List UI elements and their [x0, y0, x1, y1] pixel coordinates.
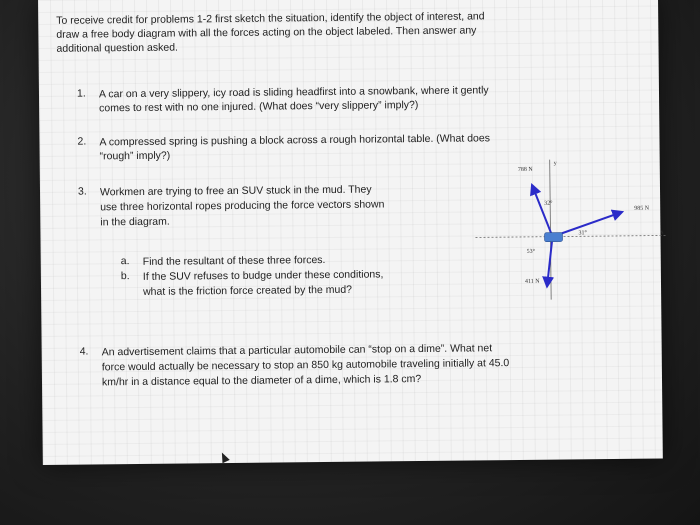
force-label-top: 788 N	[517, 166, 533, 173]
intro-line-1: To receive credit for problems 1-2 first sketch the situation, identify the object of interest, and	[56, 10, 485, 27]
intro-line-2: draw a free body diagram with all the forces acting on the object labeled. Then answer any	[56, 24, 477, 41]
question-4-line-2: force would actually be necessary to stop an 850 kg automobile traveling initially at 45.0	[101, 357, 510, 374]
y-axis-label: y	[553, 160, 557, 167]
question-2-number: 2.	[77, 135, 87, 148]
slide-page	[38, 0, 663, 465]
intro-line-3: additional question asked.	[56, 41, 178, 55]
suv-icon	[544, 233, 562, 242]
subquestion-a-line-1: Find the resultant of these three forces.	[142, 254, 326, 268]
angle-label-right: 31°	[578, 230, 587, 237]
angle-label-bottom: 53°	[526, 248, 536, 255]
force-vector-diagram	[470, 153, 672, 305]
question-1-line-2: comes to rest with no one injured. (What does “very slippery” imply?)	[99, 99, 419, 115]
question-4-line-3: km/hr in a distance equal to the diameter of a dime, which is 1.8 cm?	[101, 373, 422, 389]
subquestion-b-label: b.	[120, 270, 130, 283]
x-axis	[476, 235, 666, 237]
question-4-number: 4.	[79, 345, 89, 358]
subquestion-a-label: a.	[120, 255, 130, 268]
force-vector-top	[532, 185, 553, 237]
question-3-line-2: use three horizontal ropes producing the force vectors shown	[100, 198, 385, 214]
subquestion-b-line-1: If the SUV refuses to budge under these conditions,	[142, 268, 384, 283]
question-1-number: 1.	[76, 87, 86, 100]
force-label-right: 985 N	[634, 205, 650, 212]
question-3-line-1: Workmen are trying to free an SUV stuck in the mud. They	[99, 183, 372, 199]
angle-label-top: 32°	[544, 200, 553, 207]
question-4-line-1: An advertisement claims that a particular automobile can “stop on a dime”. What net	[101, 342, 493, 359]
force-vector-bottom	[547, 237, 554, 287]
question-1-line-1: A car on a very slippery, icy road is sliding headfirst into a snowbank, where it gently	[98, 84, 489, 101]
x-axis-label: x	[660, 229, 664, 236]
question-3-number: 3.	[77, 185, 87, 198]
force-vector-right	[552, 212, 622, 237]
force-label-bottom: 411 N	[524, 278, 540, 285]
question-2-line-1: A compressed spring is pushing a block across a rough horizontal table. (What does	[99, 132, 491, 149]
question-3-line-3: in the diagram.	[100, 215, 170, 229]
subquestion-b-line-2: what is the friction force created by the mud?	[142, 283, 353, 298]
question-2-line-2: “rough” imply?)	[99, 149, 171, 163]
